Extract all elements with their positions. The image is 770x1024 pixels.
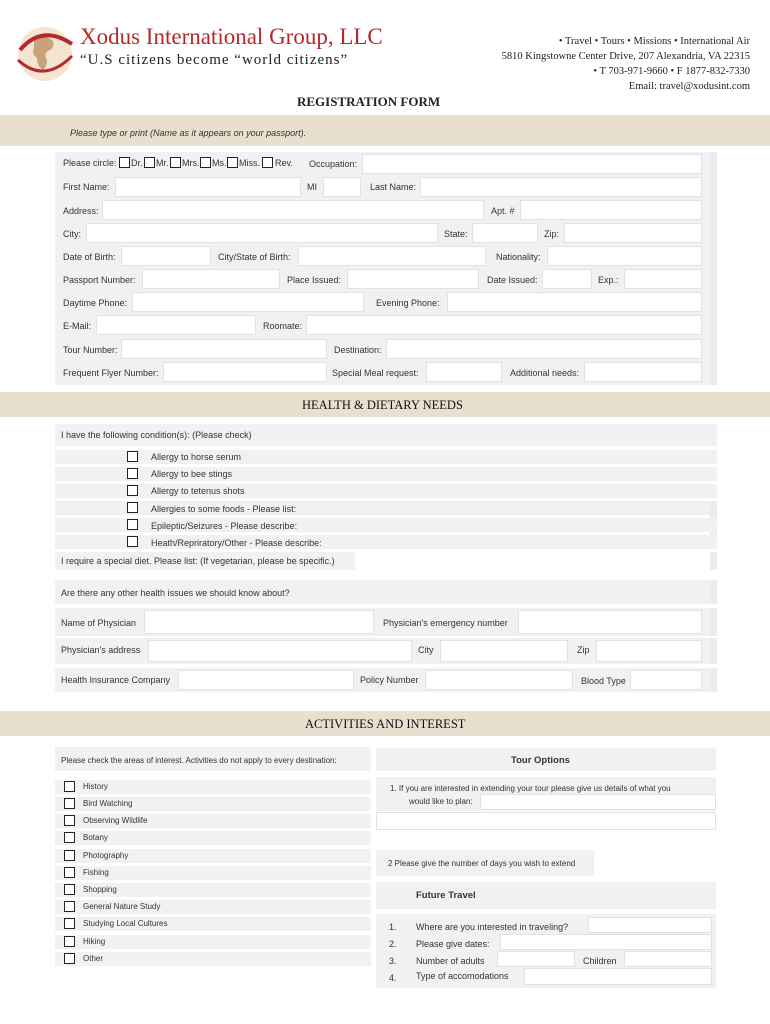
activity-label: History (83, 782, 108, 791)
activity-label: Fishing (83, 868, 109, 877)
condition-checkbox[interactable] (127, 502, 138, 513)
contact-phone: • T 703-971-9660 • F 1877-832-7330 (593, 66, 750, 77)
frequent-flyer-label: Frequent Flyer Number: (63, 368, 159, 378)
future-travel-title: Future Travel (416, 890, 476, 901)
condition-checkbox[interactable] (127, 451, 138, 462)
future-item-label: Type of accomodations (416, 971, 509, 981)
zip-input[interactable] (564, 223, 702, 243)
title-mr-checkbox[interactable] (144, 157, 155, 168)
health-scrollbar[interactable] (710, 608, 717, 636)
future-item-label: Please give dates: (416, 939, 490, 949)
physician-name-label: Name of Physician (61, 618, 137, 628)
tour-number-input[interactable] (121, 339, 327, 359)
apt-input[interactable] (520, 200, 702, 220)
title-miss-label: Miss. (239, 158, 260, 168)
evening-phone-label: Evening Phone: (376, 298, 440, 308)
state-label: State: (444, 229, 468, 239)
company-name: Xodus International Group, LLC (80, 24, 383, 49)
activity-checkbox[interactable] (64, 832, 75, 843)
company-logo (12, 22, 78, 84)
contact-block (502, 34, 750, 94)
activity-checkbox[interactable] (64, 936, 75, 947)
future-accomodations-input[interactable] (524, 968, 712, 985)
children-label: Children (583, 956, 617, 966)
additional-needs-label: Additional needs: (510, 368, 580, 378)
health-scrollbar[interactable] (710, 638, 717, 664)
exp-label: Exp.: (598, 275, 619, 285)
email-input[interactable] (96, 315, 256, 335)
instruction-text: Please type or print (Name as it appears on your passport). (70, 128, 307, 138)
blood-type-label: Blood Type (581, 676, 626, 686)
activity-checkbox[interactable] (64, 850, 75, 861)
roomate-label: Roomate: (263, 321, 303, 331)
apt-label: Apt. # (491, 206, 515, 216)
activities-section-title: ACTIVITIES AND INTEREST (305, 717, 466, 731)
future-item-number: 3. (389, 956, 397, 966)
activity-label: Botany (83, 833, 108, 842)
physician-name-input[interactable] (144, 610, 374, 634)
destination-label: Destination: (334, 345, 382, 355)
future-item-number: 2. (389, 939, 397, 949)
condition-label: Allergies to some foods - Please list: (151, 504, 297, 514)
title-dr-label: Dr. (131, 158, 143, 168)
frequent-flyer-input[interactable] (163, 362, 327, 382)
activity-label: Studying Local Cultures (83, 919, 168, 928)
tour-option-1-text-2: would like to plan: (409, 797, 473, 806)
zip-label: Zip: (544, 229, 560, 239)
destination-input[interactable] (386, 339, 702, 359)
title-mrs-checkbox[interactable] (170, 157, 181, 168)
condition-label: Allergy to bee stings (151, 469, 233, 479)
policy-number-input[interactable] (425, 670, 573, 690)
physician-emergency-input[interactable] (518, 610, 702, 634)
exp-input[interactable] (624, 269, 702, 289)
daytime-phone-label: Daytime Phone: (63, 298, 128, 308)
email-label: E-Mail: (63, 321, 92, 331)
form-title: REGISTRATION FORM (297, 94, 441, 109)
occupation-label: Occupation: (309, 159, 358, 169)
condition-checkbox[interactable] (127, 519, 138, 530)
title-dr-checkbox[interactable] (119, 157, 130, 168)
physician-zip-label: Zip (577, 645, 590, 655)
address-input[interactable] (102, 200, 484, 220)
activity-label: Bird Watching (83, 799, 133, 808)
activity-label: General Nature Study (83, 902, 161, 911)
special-meal-input[interactable] (426, 362, 502, 382)
other-issues-label: Are there any other health issues we should know about? (61, 588, 290, 598)
title-mr-label: Mr. (156, 158, 169, 168)
occupation-input[interactable] (362, 154, 702, 174)
title-rev-checkbox[interactable] (262, 157, 273, 168)
health-scrollbar[interactable] (710, 668, 717, 692)
first-name-input[interactable] (115, 177, 301, 197)
address-label: Address: (63, 206, 99, 216)
activity-checkbox[interactable] (64, 953, 75, 964)
dob-input[interactable] (121, 246, 211, 266)
future-children-input[interactable] (624, 951, 712, 967)
passport-number-label: Passport Number: (63, 275, 136, 285)
condition-label: Heath/Repriratory/Other - Please describe: (151, 538, 322, 548)
condition-checkbox[interactable] (127, 468, 138, 479)
title-mrs-label: Mrs. (182, 158, 200, 168)
physician-city-label: City (418, 645, 434, 655)
evening-phone-input[interactable] (447, 292, 702, 312)
title-ms-checkbox[interactable] (200, 157, 211, 168)
special-diet-label: I require a special diet. Please list: (If vegetarian, please be specific.) (61, 556, 335, 566)
date-issued-input[interactable] (542, 269, 592, 289)
contact-address: 5810 Kingstowne Center Drive, 207 Alexandria, VA 22315 (501, 51, 750, 62)
tour-option-2-text: 2 Please give the number of days you wish to extend (388, 859, 576, 868)
activity-label: Other (83, 954, 104, 963)
physician-city-input[interactable] (440, 640, 568, 662)
condition-label: Allergy to horse serum (151, 452, 242, 462)
tour-number-label: Tour Number: (63, 345, 118, 355)
mi-input[interactable] (323, 177, 361, 197)
health-scrollbar[interactable] (710, 580, 717, 604)
state-input[interactable] (472, 223, 538, 243)
health-section-title: HEALTH & DIETARY NEEDS (302, 398, 463, 412)
condition-checkbox[interactable] (127, 536, 138, 547)
future-item-number: 4. (389, 973, 397, 983)
special-meal-label: Special Meal request: (332, 368, 419, 378)
future-dates-input[interactable] (500, 934, 712, 950)
activity-label: Photography (83, 851, 129, 860)
date-issued-label: Date Issued: (487, 275, 538, 285)
last-name-input[interactable] (420, 177, 702, 197)
future-item-label: Where are you interested in traveling? (416, 922, 569, 932)
please-circle-label: Please circle: (63, 158, 117, 168)
roomate-input[interactable] (306, 315, 702, 335)
future-item-number: 1. (389, 922, 397, 932)
activity-checkbox[interactable] (64, 901, 75, 912)
contact-services: • Travel • Tours • Missions • International Air (558, 36, 750, 47)
contact-email: Email: travel@xodusint.com (628, 81, 750, 92)
city-state-birth-input[interactable] (298, 246, 486, 266)
health-scrollbar[interactable] (710, 552, 717, 570)
policy-number-label: Policy Number (360, 675, 419, 685)
activities-intro: Please check the areas of interest. Activities do not apply to every destination: (61, 756, 337, 765)
city-label: City: (63, 229, 81, 239)
activity-label: Observing Wildlife (83, 816, 148, 825)
blood-type-input[interactable] (630, 670, 702, 690)
place-issued-input[interactable] (347, 269, 479, 289)
tour-options-title: Tour Options (511, 755, 570, 766)
future-adults-input[interactable] (497, 951, 575, 967)
physician-address-label: Physician's address (61, 645, 141, 655)
activity-label: Shopping (83, 885, 117, 894)
physician-emergency-label: Physician's emergency number (383, 618, 508, 628)
place-issued-label: Place Issued: (287, 275, 342, 285)
tour-option-1-input[interactable] (480, 794, 716, 810)
physician-zip-input[interactable] (596, 640, 702, 662)
title-rev-label: Rev. (275, 158, 293, 168)
future-item-label: Number of adults (416, 956, 485, 966)
conditions-intro: I have the following condition(s): (Please check) (61, 430, 252, 440)
activity-checkbox[interactable] (64, 815, 75, 826)
nationality-label: Nationality: (496, 252, 541, 262)
passport-number-input[interactable] (142, 269, 280, 289)
activity-checkbox[interactable] (64, 884, 75, 895)
daytime-phone-input[interactable] (132, 292, 364, 312)
title-ms-label: Ms. (212, 158, 227, 168)
condition-label: Epileptic/Seizures - Please describe: (151, 521, 298, 531)
activity-checkbox[interactable] (64, 798, 75, 809)
dob-label: Date of Birth: (63, 252, 116, 262)
insurance-company-label: Health Insurance Company (61, 675, 171, 685)
city-input[interactable] (86, 223, 438, 243)
first-name-label: First Name: (63, 182, 110, 192)
additional-needs-input[interactable] (584, 362, 702, 382)
last-name-label: Last Name: (370, 182, 417, 192)
condition-checkbox[interactable] (127, 485, 138, 496)
physician-address-input[interactable] (148, 640, 412, 662)
condition-label: Allergy to tetenus shots (151, 486, 245, 496)
nationality-input[interactable] (547, 246, 702, 266)
form-scrollbar[interactable] (710, 152, 717, 385)
city-state-birth-label: City/State of Birth: (218, 252, 291, 262)
activity-checkbox[interactable] (64, 781, 75, 792)
future-destination-input[interactable] (588, 917, 712, 933)
activity-checkbox[interactable] (64, 867, 75, 878)
title-miss-checkbox[interactable] (227, 157, 238, 168)
activity-label: Hiking (83, 937, 106, 946)
company-tagline: “U.S citizens become “world citizens” (80, 52, 349, 68)
activity-checkbox[interactable] (64, 918, 75, 929)
tour-option-1-text: 1. If you are interested in extending your tour please give us details of what you (390, 784, 671, 793)
insurance-company-input[interactable] (178, 670, 354, 690)
tour-option-1-extra-input[interactable] (376, 812, 716, 830)
mi-label: MI (307, 182, 317, 192)
